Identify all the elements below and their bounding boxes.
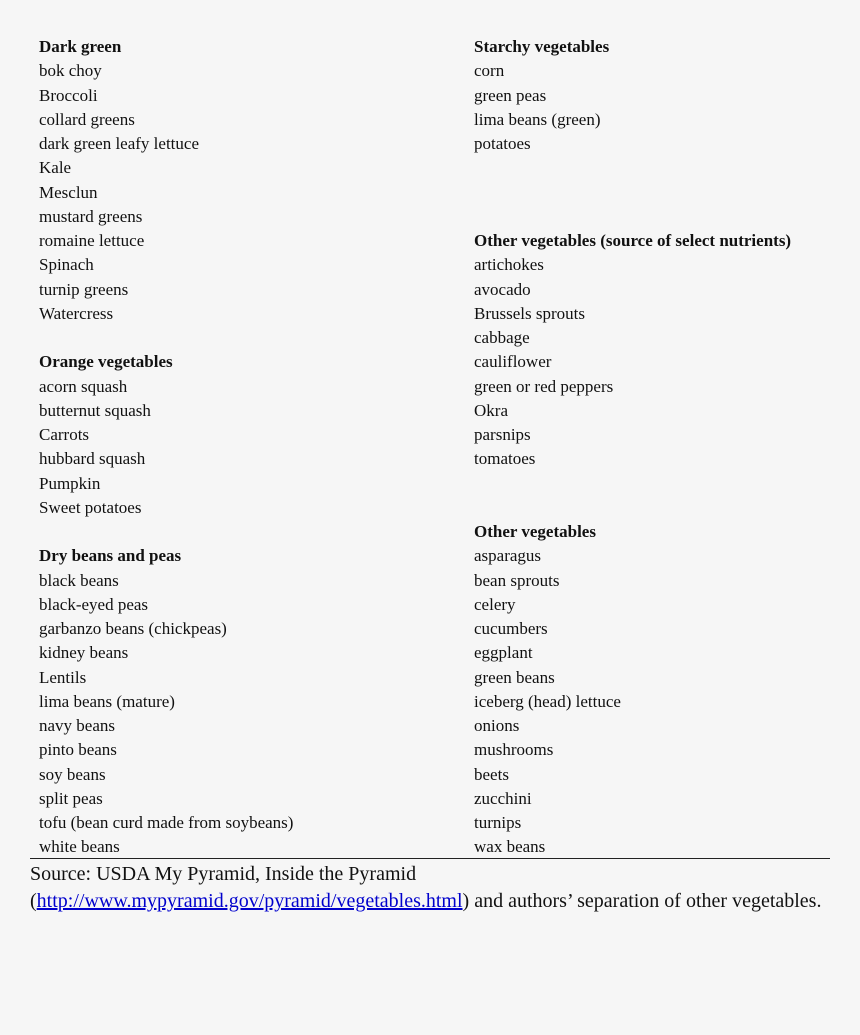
list-item: iceberg (head) lettuce [474,691,621,711]
list-item: navy beans [39,716,116,735]
left-column [39,35,459,860]
list-item: zucchini [474,788,532,808]
list-item: black beans [39,570,119,590]
list-item: kidney beans [39,643,129,663]
spacer [39,326,459,350]
spacer [39,520,459,544]
list-item: Lentils [39,667,87,687]
spacer [474,472,854,496]
list-item: pinto beans [39,740,117,760]
list-item: asparagus [474,546,542,566]
list-item: bean sprouts [474,570,560,590]
list-item: Brussels sprouts [474,303,585,323]
list-item: lima beans (mature) [39,691,175,711]
section-heading: Starchy vegetables [474,37,610,56]
list-item: Broccoli [39,85,98,105]
list-item: turnips [474,813,522,832]
list-item: mustard greens [39,206,143,226]
list-item: artichokes [474,255,544,275]
list-item: Sweet potatoes [39,497,142,517]
section-heading: Other vegetables (source of select nutrients) [474,231,792,250]
list-item: onions [474,716,520,735]
list-item: white beans [39,837,120,857]
right-column [474,35,854,860]
section-heading: Dry beans and peas [39,546,182,566]
spacer [474,496,854,520]
source-note [30,861,840,915]
spacer [474,205,854,229]
list-item: Spinach [39,255,94,275]
list-item: bok choy [39,61,102,81]
list-item: Mesclun [39,182,98,202]
list-item: cabbage [474,328,530,347]
list-item: parsnips [474,425,531,444]
list-item: eggplant [474,643,533,663]
spacer [474,181,854,205]
spacer [474,156,854,180]
section-heading: Other vegetables [474,522,596,541]
list-item: romaine lettuce [39,231,145,250]
list-item: soy beans [39,764,106,784]
list-item: hubbard squash [39,449,146,469]
source-suffix: ) and authors’ separation of other vegetables. [462,890,822,912]
list-item: Carrots [39,425,90,444]
section-heading: Orange vegetables [39,352,173,372]
list-item: lima beans (green) [474,109,601,129]
list-item: Pumpkin [39,473,101,493]
list-item: tomatoes [474,449,536,469]
list-item: black-eyed peas [39,594,149,614]
list-item: potatoes [474,134,531,153]
list-item: cucumbers [474,619,548,638]
section-heading: Dark green [39,37,122,56]
list-item: turnip greens [39,279,129,299]
list-item: green beans [474,667,555,687]
list-item: green peas [474,85,547,105]
list-item: Watercress [39,303,114,323]
source-link[interactable]: http://www.mypyramid.gov/pyramid/vegetables.html [36,890,463,912]
list-item: avocado [474,279,531,299]
list-item: acorn squash [39,376,128,396]
list-item: celery [474,594,516,614]
list-item: garbanzo beans (chickpeas) [39,619,227,638]
list-item: cauliflower [474,352,552,372]
list-item: tofu (bean curd made from soybeans) [39,813,294,832]
list-item: beets [474,764,509,784]
list-item: mushrooms [474,740,554,760]
list-item: split peas [39,788,103,808]
list-item: wax beans [474,837,546,857]
list-item: Kale [39,158,72,178]
list-item: dark green leafy lettuce [39,134,199,153]
list-item: corn [474,61,505,81]
source-prefix: Source: USDA My Pyramid, Inside the Pyramid ( [30,863,417,912]
list-item: collard greens [39,109,135,129]
list-item: Okra [474,400,508,420]
list-item: green or red peppers [474,376,614,396]
list-item: butternut squash [39,400,151,420]
table-bottom-rule [30,858,830,859]
